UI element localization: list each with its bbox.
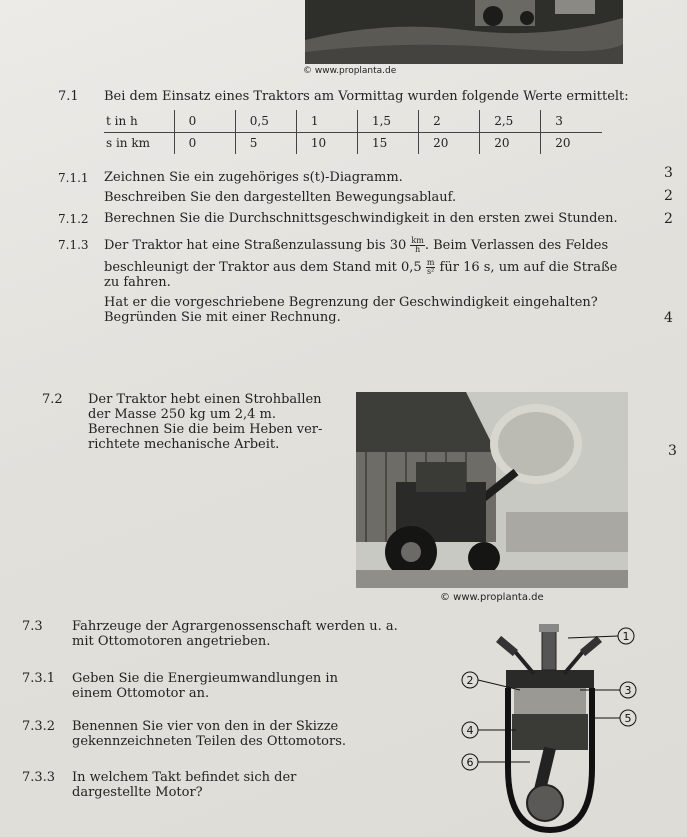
task-7-1-3-line4: Hat er die vorgeschriebene Begrenzung der Geschwindigkeit eingehalten? (104, 295, 598, 310)
task-7-1-number: 7.1 (58, 89, 79, 104)
task-7-1-2-number: 7.1.2 (58, 212, 89, 226)
task-7-1-2-line1: Berechnen Sie die Durchschnittsgeschwindigkeit in den ersten zwei Stunden. (104, 211, 618, 226)
engine-label-1: 1 (622, 630, 630, 643)
table-cell: 10 (296, 132, 357, 154)
task-7-2-points: 3 (668, 443, 677, 459)
task-7-3-3-line2: dargestellte Motor? (72, 785, 203, 800)
task-7-1-3-number: 7.1.3 (58, 238, 89, 252)
tractor-field-photo (305, 0, 623, 64)
task-7-2-line3: Berechnen Sie die beim Heben ver- (88, 422, 323, 437)
unit-numerator: m (426, 258, 435, 267)
table-cell: 20 (419, 132, 480, 154)
task-7-1-3-line2 (104, 259, 617, 276)
table-cell: 15 (357, 132, 418, 154)
engine-label-5: 5 (624, 712, 632, 725)
engine-label-6: 6 (466, 756, 474, 769)
table-row-time (104, 110, 602, 132)
task-7-3-1-number: 7.3.1 (22, 671, 56, 686)
task-7-3-line1: Fahrzeuge der Agrargenossenschaft werden u. a. (72, 619, 398, 634)
table-header-time: t in h (104, 110, 174, 132)
task-7-2-number: 7.2 (42, 392, 63, 407)
otto-engine-sketch (450, 618, 650, 833)
mid-photo-caption: © www.proplanta.de (440, 592, 544, 603)
task-7-2-line1: Der Traktor hebt einen Strohballen (88, 392, 322, 407)
unit-km-per-h (410, 237, 424, 254)
task-7-1-1-line1: Zeichnen Sie ein zugehöriges s(t)-Diagramm. (104, 170, 403, 185)
tractor-bale-photo (356, 392, 628, 588)
table-cell: 20 (541, 132, 602, 154)
task-7-1-1-points1: 3 (664, 165, 673, 181)
task-7-1-3-points: 4 (664, 310, 673, 326)
task-7-3-1-line2: einem Ottomotor an. (72, 686, 210, 701)
task-7-2-line2: der Masse 250 kg um 2,4 m. (88, 407, 276, 422)
unit-denominator: h (415, 245, 421, 254)
task-7-3-line2: mit Ottomotoren angetrieben. (72, 634, 271, 649)
table-cell: 0 (174, 110, 235, 132)
table-cell: 0,5 (235, 110, 296, 132)
task-7-1-3-line1-b: . Beim Verlassen des Feldes (424, 238, 609, 253)
table-header-distance: s in km (106, 136, 151, 151)
unit-m-per-s2 (426, 259, 436, 276)
values-table (104, 110, 602, 154)
top-photo-caption: © www.proplanta.de (303, 66, 397, 76)
task-7-3-2-line1: Benennen Sie vier von den in der Skizze (72, 719, 339, 734)
task-7-1-3-line3: zu fahren. (104, 275, 171, 290)
task-7-3-3-line1: In welchem Takt befindet sich der (72, 770, 297, 785)
unit-numerator: km (411, 236, 424, 245)
table-cell: 1,5 (357, 110, 418, 132)
task-7-2-line4: richtete mechanische Arbeit. (88, 437, 280, 452)
table-cell: 20 (480, 132, 541, 154)
task-7-3-2-number: 7.3.2 (22, 719, 56, 734)
task-7-1-1-number: 7.1.1 (58, 171, 89, 185)
engine-label-4: 4 (466, 724, 474, 737)
task-7-3-2-line2: gekennzeichneten Teilen des Ottomotors. (72, 734, 347, 749)
engine-label-2: 2 (466, 674, 474, 687)
table-cell: 2 (419, 110, 480, 132)
task-7-1-1-line2: Beschreiben Sie den dargestellten Bewegungsablauf. (104, 190, 457, 205)
task-7-1-3-line2-b: für 16 s, um auf die Straße (439, 260, 618, 275)
task-7-1-1-points2: 2 (664, 188, 673, 204)
task-7-3-number: 7.3 (22, 619, 43, 634)
task-7-1-3-line1-a: Der Traktor hat eine Straßenzulassung bis 30 (104, 238, 407, 253)
task-7-3-3-number: 7.3.3 (22, 770, 56, 785)
table-cell: 3 (541, 110, 602, 132)
unit-denominator: s² (426, 267, 435, 276)
task-7-1-3-line1 (104, 237, 608, 254)
table-cell: 2,5 (480, 110, 541, 132)
task-7-1-text: Bei dem Einsatz eines Traktors am Vormittag wurden folgende Werte ermittelt: (104, 89, 629, 104)
table-row-distance (104, 132, 602, 154)
table-cell: 5 (235, 132, 296, 154)
task-7-1-2-points: 2 (664, 211, 673, 227)
task-7-3-1-line1: Geben Sie die Energieumwandlungen in (72, 671, 338, 686)
table-cell: 0 (174, 132, 235, 154)
table-cell: 1 (296, 110, 357, 132)
task-7-1-3-line2-a: beschleunigt der Traktor aus dem Stand mit 0,5 (104, 260, 422, 275)
task-7-1-3-line5: Begründen Sie mit einer Rechnung. (104, 310, 341, 325)
engine-label-3: 3 (624, 684, 632, 697)
